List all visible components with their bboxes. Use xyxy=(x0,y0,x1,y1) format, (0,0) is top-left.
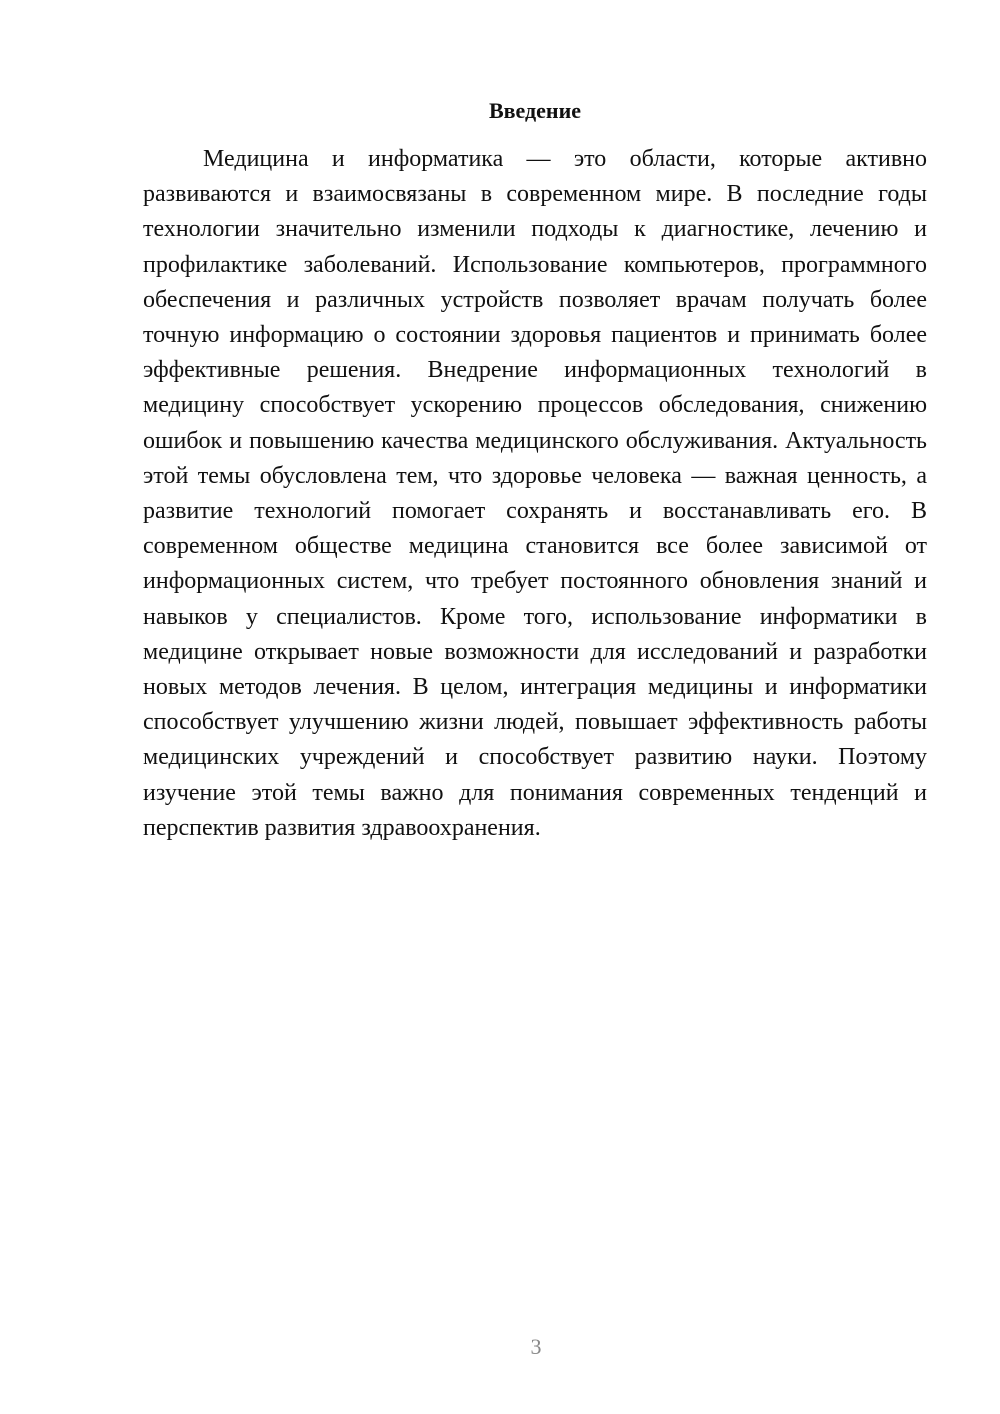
intro-paragraph: Медицина и информатика — это области, которые активно развиваются и взаимосвязаны в современном мире. В последние годы технологии значительно изменили подходы к диагностике, лечению и профилактике заболеваний. Использование компьютеров, программного обеспечения и различных устройств позволяет врачам получать более точную информацию о состоянии здоровья пациентов и принимать более эффективные решения. Внедрение информационных технологий в медицину способствует ускорению процессов обследования, снижению ошибок и повышению качества медицинского обслуживания. Актуальность этой темы обусловлена тем, что здоровье человека — важная ценность, а развитие технологий помогает сохранять и восстанавливать его. В современном обществе медицина становится все более зависимой от информационных систем, что требует постоянного обновления знаний и навыков у специалистов. Кроме того, использование информатики в медицине открывает новые возможности для исследований и разработки новых методов лечения. В целом, интеграция медицины и информатики способствует улучшению жизни людей, повышает эффективность работы медицинских учреждений и способствует развитию науки. Поэтому изучение этой темы важно для понимания современных тенденций и перспектив развития здравоохранения. xyxy=(143,146,927,841)
section-heading: Введение xyxy=(488,98,582,123)
page-number: 3 xyxy=(530,1334,542,1359)
